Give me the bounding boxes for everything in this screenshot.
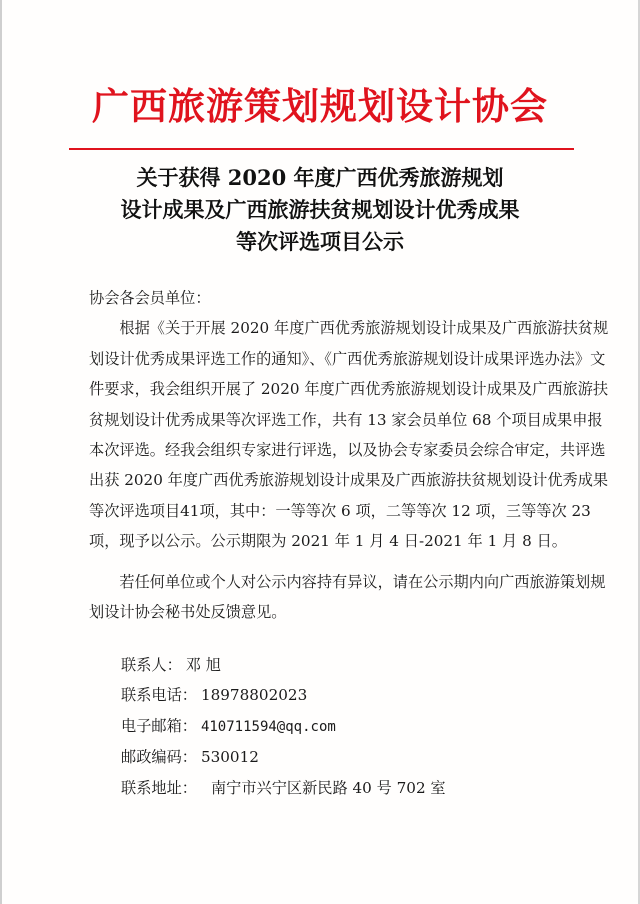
contact-phone-row — [121, 680, 446, 710]
notice-title — [2, 162, 638, 258]
body-paragraph-2: 若任何单位或个人对公示内容持有异议，请在公示期内向广西旅游策划规划设计协会秘书处反馈意见。 — [89, 572, 606, 622]
contact-email-label: 电子邮箱： — [121, 716, 197, 735]
salutation: 协会各会员单位： — [89, 289, 211, 307]
contact-address-label: 联系地址： — [121, 778, 197, 797]
body-paragraph-1: 根据《关于开展 2020 年度广西优秀旅游规划设计成果及广西旅游扶贫规划设计优秀成果评选工作的通知》、《广西优秀旅游规划设计成果评选办法》文件要求，我会组织开展了 2020 年度广西优秀旅游规划设计成果及广西旅游扶贫规划设计优秀成果等次评选工作，共有 13 家会员单位 68 个项目成果申报本次评选。经我会组织专家进行评选，以及协会专家委员会综合审定，共评选出获 2020 年度广西优秀旅游规划设计成果及广西旅游扶贫规划设计优秀成果等次评选项目41项，其中：一等等次 6 项，二等等次 12 项，三等等次 23 项，现予以公示。公示期限为 2021 年 1 月 4 日-2021 年 1 月 8 日。 — [89, 319, 609, 551]
contact-person-row — [121, 650, 446, 680]
letterhead-org-name: 广西旅游策划规划设计协会 — [92, 85, 548, 128]
contact-postal-label: 邮政编码： — [121, 748, 197, 767]
contact-email-value: 410711594@qq.com — [200, 718, 336, 735]
contact-address-row — [121, 773, 446, 803]
notice-body — [89, 283, 609, 627]
contact-person-label: 联系人： — [121, 656, 182, 674]
contact-address-value: 南宁市兴宁区新民路 40 号 702 室 — [210, 778, 446, 797]
contact-postal-row — [121, 742, 446, 772]
contact-phone-value: 18978802023 — [200, 686, 308, 705]
contact-block — [121, 650, 446, 803]
contact-phone-label: 联系电话： — [121, 686, 197, 705]
notice-title-line-1: 关于获得 2020 年度广西优秀旅游规划 — [136, 165, 504, 190]
contact-postal-value: 530012 — [200, 748, 259, 767]
contact-email-row — [121, 711, 446, 742]
contact-person-value: 邓 旭 — [185, 656, 221, 674]
notice-title-line-3: 等次评选项目公示 — [236, 229, 404, 254]
letterhead-divider — [69, 148, 574, 150]
notice-title-line-2: 设计成果及广西旅游扶贫规划设计优秀成果 — [120, 197, 520, 222]
